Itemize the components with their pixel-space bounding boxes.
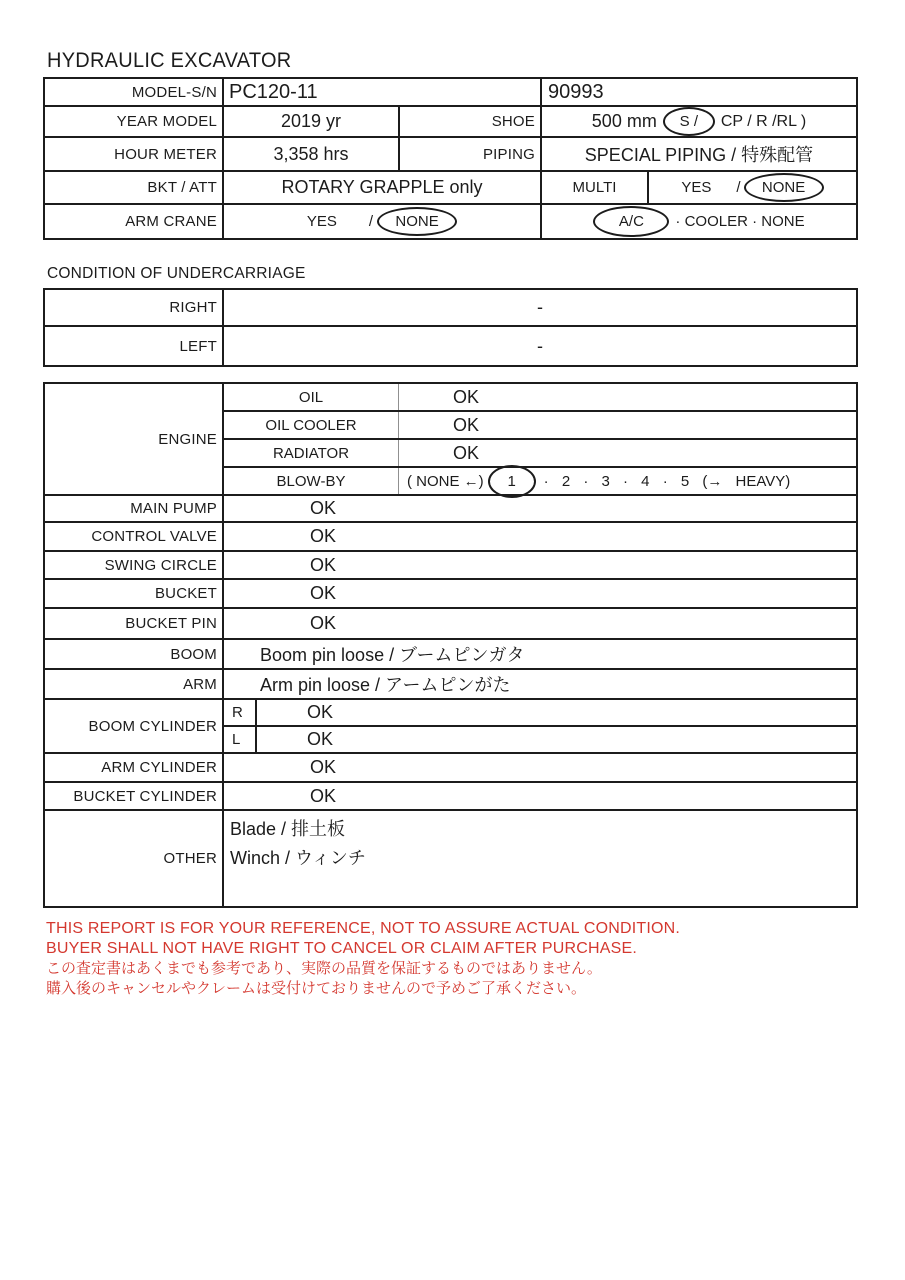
row-main-pump — [45, 496, 856, 523]
armcrane-label: ARM CRANE — [45, 205, 224, 238]
row-swing-circle — [45, 552, 856, 580]
disclaimer-line-2: BUYER SHALL NOT HAVE RIGHT TO CANCEL OR CLAIM AFTER PURCHASE. — [46, 940, 637, 957]
engine-oil-cooler-value: OK — [453, 414, 480, 435]
boom-cylinder-row-l — [224, 725, 856, 752]
piping-value: SPECIAL PIPING / 特殊配管 — [584, 145, 814, 165]
hour-label: HOUR METER — [45, 138, 224, 170]
row-arm — [45, 670, 856, 700]
other-line-winch: Winch / ウィンチ — [230, 848, 366, 868]
uc-right-label: RIGHT — [45, 290, 224, 325]
inspection-table — [43, 382, 858, 908]
control-valve-value: OK — [310, 526, 337, 546]
other-value — [224, 811, 856, 906]
multi-value — [649, 172, 856, 203]
piping-label: PIPING — [400, 138, 542, 170]
multi-yes: YES — [681, 179, 712, 196]
engine-row-oil-cooler — [224, 410, 856, 438]
page-title: HYDRAULIC EXCAVATOR — [47, 49, 292, 72]
bucket-pin-label: BUCKET PIN — [45, 609, 224, 638]
blowby-prefix: ( NONE ←) — [407, 472, 484, 490]
spec-row-bkt-multi — [45, 172, 856, 205]
disclaimer-line-4: 購入後のキャンセルやクレームは受付けておりませんので予めご了承ください。 — [46, 980, 587, 997]
blowby-scale: · 2 · 3 · 4 · 5 (→ HEAVY) — [543, 472, 791, 490]
engine-row-oil — [224, 384, 856, 410]
multi-circle-mark: NONE — [744, 173, 824, 202]
undercarriage-table — [43, 288, 858, 367]
boom-cylinder-r-label: R — [224, 700, 257, 725]
blowby-label: BLOW-BY — [224, 468, 399, 494]
row-bucket-pin — [45, 609, 856, 640]
bucket-pin-value: OK — [310, 613, 337, 633]
swing-circle-value: OK — [310, 554, 337, 575]
boom-cylinder-label: BOOM CYLINDER — [45, 700, 224, 752]
row-bucket — [45, 580, 856, 609]
disclaimer-line-1: THIS REPORT IS FOR YOUR REFERENCE, NOT TO ASSURE ACTUAL CONDITION. — [46, 920, 681, 937]
blowby-circle-mark: 1 — [488, 465, 536, 498]
row-boom — [45, 640, 856, 670]
boom-value: Boom pin loose / ブームピンガタ — [260, 645, 525, 665]
armcrane-circle-mark: NONE — [377, 207, 457, 236]
engine-row-radiator — [224, 438, 856, 466]
control-valve-label: CONTROL VALVE — [45, 523, 224, 550]
spec-row-year-shoe — [45, 107, 856, 138]
arm-cylinder-label: ARM CYLINDER — [45, 754, 224, 781]
main-pump-label: MAIN PUMP — [45, 496, 224, 521]
row-other — [45, 811, 856, 906]
row-control-valve — [45, 523, 856, 552]
year-label: YEAR MODEL — [45, 107, 224, 136]
other-label: OTHER — [45, 811, 224, 906]
serial-value: 90993 — [548, 80, 604, 103]
spec-row-armcrane-ac — [45, 205, 856, 238]
engine-oil-value: OK — [453, 386, 480, 407]
row-arm-cylinder — [45, 754, 856, 783]
model-value: PC120-11 — [224, 79, 542, 105]
uc-left-label: LEFT — [45, 327, 224, 365]
bucket-label: BUCKET — [45, 580, 224, 607]
engine-oil-label: OIL — [224, 384, 399, 410]
uc-right-value: - — [537, 297, 543, 317]
armcrane-value — [224, 205, 542, 238]
uc-row-left — [45, 327, 856, 365]
uc-row-right — [45, 290, 856, 327]
boom-label: BOOM — [45, 640, 224, 668]
shoe-options: CP / R /RL ) — [720, 112, 807, 130]
arm-value: Arm pin loose / アームピンがた — [260, 675, 511, 695]
swing-circle-label: SWING CIRCLE — [45, 552, 224, 578]
arm-cylinder-value: OK — [310, 757, 337, 777]
bkt-value: ROTARY GRAPPLE only — [224, 172, 542, 203]
armcrane-yes: YES — [306, 213, 337, 230]
multi-label: MULTI — [542, 172, 649, 203]
disclaimer — [46, 919, 680, 999]
hour-value: 3,358 hrs — [224, 138, 400, 170]
boom-cylinder-subrows — [224, 700, 856, 752]
undercarriage-heading: CONDITION OF UNDERCARRIAGE — [47, 265, 306, 282]
ac-circle-mark: A/C — [593, 206, 669, 237]
disclaimer-line-3: この査定書はあくまでも参考であり、実際の品質を保証するものではありません。 — [46, 960, 602, 977]
uc-left-value: - — [537, 335, 543, 356]
engine-label: ENGINE — [45, 384, 224, 494]
ac-rest: · COOLER · NONE — [675, 213, 805, 230]
boom-cylinder-l-value: OK — [307, 729, 334, 749]
shoe-label: SHOE — [400, 107, 542, 136]
engine-subrows — [224, 384, 856, 494]
shoe-value — [542, 107, 856, 136]
engine-oil-cooler-label: OIL COOLER — [224, 412, 399, 438]
multi-slash: / — [736, 179, 741, 196]
model-label: MODEL-S/N — [45, 79, 224, 105]
bucket-value: OK — [310, 583, 337, 603]
shoe-size: 500 mm — [591, 111, 657, 131]
spec-row-model — [45, 79, 856, 107]
blowby-value — [399, 468, 856, 494]
bkt-label: BKT / ATT — [45, 172, 224, 203]
other-line-blade: Blade / 排土板 — [230, 819, 346, 839]
bucket-cylinder-label: BUCKET CYLINDER — [45, 783, 224, 809]
armcrane-slash: / — [368, 213, 374, 230]
boom-cylinder-row-r — [224, 700, 856, 725]
boom-cylinder-r-value: OK — [307, 702, 334, 722]
shoe-type-circle-mark: S / — [663, 107, 715, 136]
year-value: 2019 yr — [224, 107, 400, 136]
engine-block — [45, 384, 856, 496]
ac-value — [542, 205, 856, 238]
boom-cylinder-l-label: L — [224, 727, 257, 752]
spec-table — [43, 77, 858, 240]
engine-radiator-label: RADIATOR — [224, 440, 399, 466]
row-bucket-cylinder — [45, 783, 856, 811]
arm-label: ARM — [45, 670, 224, 698]
bucket-cylinder-value: OK — [310, 785, 337, 806]
spec-row-hour-piping — [45, 138, 856, 172]
engine-row-blowby — [224, 466, 856, 494]
engine-radiator-value: OK — [453, 442, 480, 463]
boom-cylinder-block — [45, 700, 856, 754]
main-pump-value: OK — [310, 498, 337, 518]
